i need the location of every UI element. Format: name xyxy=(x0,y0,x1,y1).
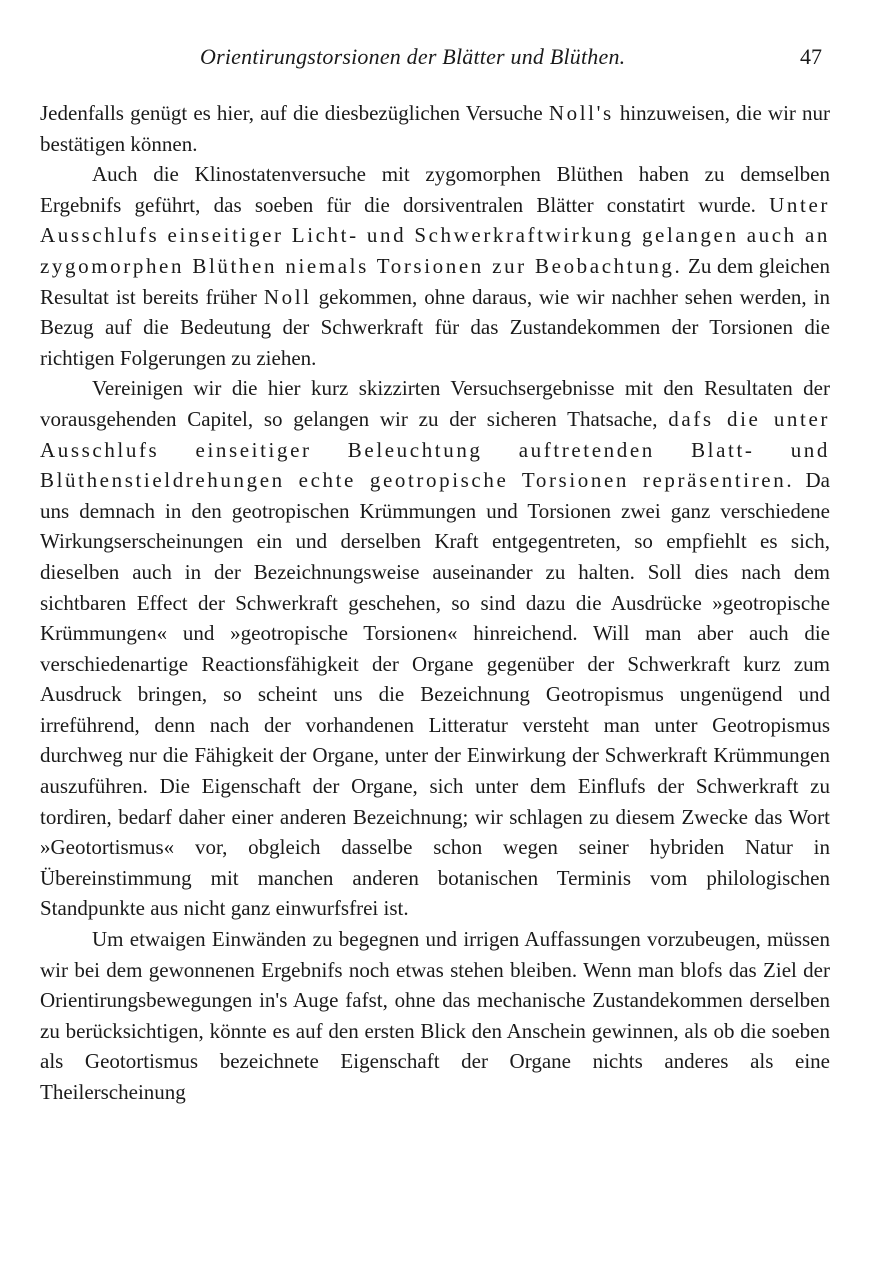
spaced-emphasis: Unter Ausschlufs einseitiger Licht- und Schwerkraftwirkung gelangen auch an zygomorphen Blüthen niemals Torsionen zur Beobachtung. xyxy=(40,192,830,278)
text-segment: gekommen, ohne daraus, wie wir nachher sehen werden, in Bezug auf die Bedeutung der Schwerkraft für das Zustandekommen der Torsionen die richtigen Folgerungen zu ziehen. xyxy=(40,284,830,370)
body-text xyxy=(40,98,830,1108)
spaced-emphasis: dafs die unter Ausschlufs einseitiger Beleuchtung auftretenden Blatt- und Blüthenstieldrehungen echte geotropische Torsionen repräsentiren. xyxy=(40,406,830,493)
spaced-name-noll: Noll's xyxy=(548,101,614,125)
running-title: Orientirungstorsionen der Blätter und Blüthen. xyxy=(200,44,626,69)
text-segment: Um etwaigen Einwänden zu begegnen und irrigen Auffassungen vorzubeugen, müssen wir bei dem gewonnenen Ergebnifs noch etwas stehen bleiben. Wenn man blofs das Ziel der Orientirungsbewegungen in's Auge fafst, ohne das mechanische Zustandekommen derselben zu berücksichtigen, könnte es auf den ersten Blick den Anschein gewinnen, als ob die soeben als Geotortismus bezeichnete Eigenschaft der Organe nichts anderes als eine Theilerscheinung xyxy=(40,927,830,1104)
paragraph-3 xyxy=(40,373,830,924)
spaced-name-noll: Noll xyxy=(263,284,312,309)
text-segment: Auch die Klinostatenversuche mit zygomorphen Blüthen haben zu demselben Ergebnifs geführt, das soeben für die dorsiventralen Blätter constatirt wurde. xyxy=(40,162,830,217)
running-head xyxy=(40,44,830,74)
text-segment: Jedenfalls genügt es hier, auf die diesbezüglichen Versuche xyxy=(40,101,549,125)
paragraph-4 xyxy=(40,924,830,1108)
paragraph-1 xyxy=(40,98,830,159)
text-segment: Da uns demnach in den geotropischen Krümmungen und Torsionen zwei ganz verschiedene Wirkungserscheinungen ein und derselben Kraft entgegentreten, so empfiehlt es sich, dieselben auch in der Bezeichnungsweise auseinander zu halten. Soll dies nach dem sichtbaren Effect der Schwerkraft geschehen, so sind dazu die Ausdrücke »geotropische Krümmungen« und »geotropische Torsionen« hinreichend. Will man aber auch die verschiedenartige Reactionsfähigkeit der Organe gegenüber der Schwerkraft kurz zum Ausdruck bringen, so scheint uns die Bezeichnung Geotropismus ungenügend und irreführend, denn nach der vorhandenen Litteratur versteht man unter Geotropismus durchweg nur die Fähigkeit der Organe, unter der Einwirkung der Schwerkraft Krümmungen auszuführen. Die Eigenschaft der Organe, sich unter dem Einflufs der Schwerkraft zu tordiren, bedarf daher einer anderen Bezeichnung; wir schlagen zu diesem Zwecke das Wort »Geotortismus« vor, obgleich dasselbe schon wegen seiner hybriden Natur in Übereinstimmung mit manchen anderen botanischen Terminis vom philologischen Standpunkte aus nicht ganz einwurfsfrei ist. xyxy=(40,468,830,921)
paragraph-2 xyxy=(40,159,830,373)
text-segment: hinzuweisen, die wir nur bestätigen können. xyxy=(40,101,830,156)
text-segment: Vereinigen wir die hier kurz skizzirten Versuchsergebnisse mit den Resultaten der vorausgehenden Capitel, so gelangen wir zu der sicheren Thatsache, xyxy=(40,376,830,431)
page-number: 47 xyxy=(800,44,822,69)
text-segment: Zu dem gleichen Resultat ist bereits früher xyxy=(40,253,830,309)
